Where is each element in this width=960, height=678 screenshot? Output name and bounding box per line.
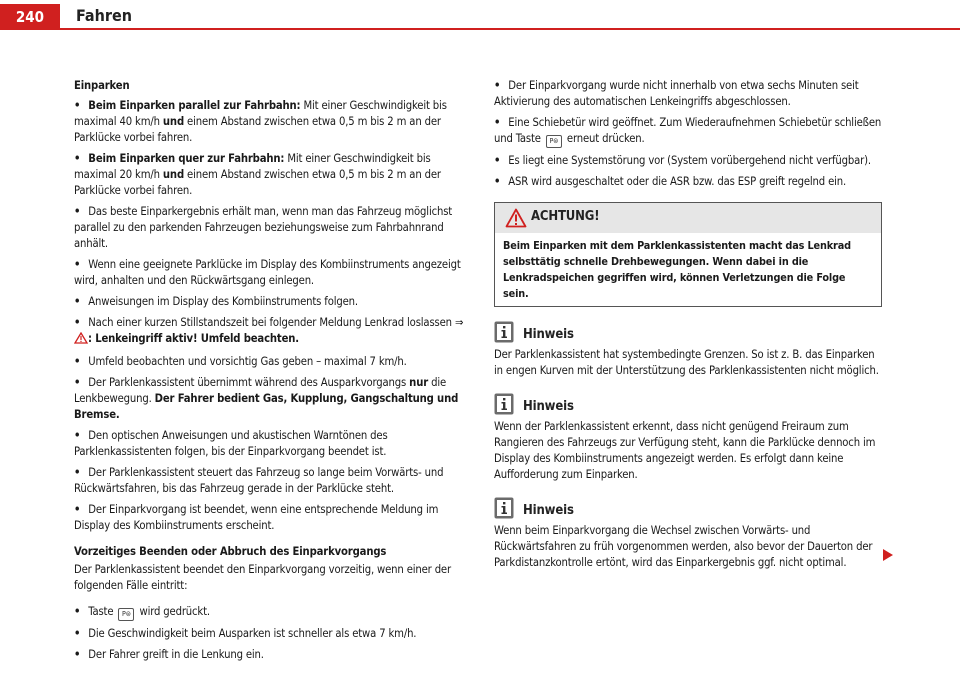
note-icon xyxy=(494,393,514,415)
list-item: • Beim Einparken quer zur Fahrbahn: Mit einer Geschwindigkeit bis maximal 20 km/h und einem Abstand zwischen etwa 0,5 m bis 2 m an der Parklücke vorbei fahren. xyxy=(74,152,441,197)
list-item: • Beim Einparken parallel zur Fahrbahn: Mit einer Geschwindigkeit bis maximal 40 km/h und einem Abstand zwischen etwa 0,5 m bis 2 m an der Parklücke vorbei fahren. xyxy=(74,99,447,144)
note-text: Der Parklenkassistent hat systembedingte Grenzen. So ist z. B. das Einparken in engen Kurven mit der Unterstützung des Parklenkassistenten nicht möglich. xyxy=(494,348,879,377)
note-icon xyxy=(494,321,514,343)
header-rule xyxy=(60,28,960,30)
warning-title: ACHTUNG! xyxy=(531,209,600,224)
note-text: Wenn beim Einparkvorgang die Wechsel zwischen Vorwärts- und Rückwärtsfahren zu früh vorgenommen werden, also bevor der Dauerton der Parkdistanzkontrolle ertönt, wird das Einparkergebnis ggf. nicht optimal. xyxy=(494,524,873,569)
page-number: 240 xyxy=(0,4,60,30)
parking-assist-key-icon: P⊜ xyxy=(118,608,134,621)
list-item: • Es liegt eine Systemstörung vor (System vorübergehend nicht verfügbar). xyxy=(494,154,871,167)
note-title: Hinweis xyxy=(523,327,574,342)
list-item: • Wenn eine geeignete Parklücke im Display des Kombiinstruments angezeigt wird, anhalten und den Rückwärtsgang einlegen. xyxy=(74,258,461,287)
chapter-title: Fahren xyxy=(76,6,132,25)
abbruch-heading: Vorzeitiges Beenden oder Abbruch des Einparkvorgangs xyxy=(74,545,387,558)
list-item: • ASR wird ausgeschaltet oder die ASR bzw. das ESP greift regelnd ein. xyxy=(494,175,847,188)
warning-box xyxy=(494,202,882,307)
list-item: • Der Einparkvorgang wurde nicht innerhalb von etwa sechs Minuten seit Aktivierung des automatischen Lenkeingriffs abgeschlossen. xyxy=(494,79,859,108)
warning-triangle-icon[interactable] xyxy=(74,332,88,349)
list-item: • Der Fahrer greift in die Lenkung ein. xyxy=(74,648,264,661)
list-item: • Der Einparkvorgang ist beendet, wenn eine entsprechende Meldung im Display des Kombiinstruments erscheint. xyxy=(74,503,439,532)
list-item: • Anweisungen im Display des Kombiinstruments folgen. xyxy=(74,295,358,308)
page-header xyxy=(0,0,960,36)
list-item: • Der Parklenkassistent übernimmt während des Ausparkvorgangs nur die Lenkbewegung. Der Fahrer bedient Gas, Kupplung, Gangschaltung und Bremse. xyxy=(74,376,459,421)
list-item: • Der Parklenkassistent steuert das Fahrzeug so lange beim Vorwärts- und Rückwärtsfahren, bis das Fahrzeug gerade in der Parklücke steht. xyxy=(74,466,444,495)
warning-text: Beim Einparken mit dem Parklenkassistenten macht das Lenkrad selbsttätig schnelle Drehbewegungen. Wenn dabei in die Lenkradspeichen gegriffen wird, können Verletzungen die Folge sein. xyxy=(503,239,851,300)
list-item: • Das beste Einparkergebnis erhält man, wenn man das Fahrzeug möglichst parallel zu den parkenden Fahrzeugen beziehungsweise zum Fahrbahnrand anhält. xyxy=(74,205,453,250)
list-item: • Nach einer kurzen Stillstandszeit bei folgender Meldung Lenkrad loslassen ⇒ : Lenkeingriff aktiv! Umfeld beachten. xyxy=(74,315,464,349)
note-title: Hinweis xyxy=(523,503,574,518)
right-column xyxy=(494,78,882,576)
next-page-arrow-icon[interactable] xyxy=(882,548,894,562)
note-title: Hinweis xyxy=(523,399,574,414)
note-header xyxy=(494,321,882,347)
note-header xyxy=(494,497,882,523)
list-item: • Umfeld beobachten und vorsichtig Gas geben – maximal 7 km/h. xyxy=(74,355,407,368)
warning-triangle-icon xyxy=(505,208,527,228)
warning-box-header xyxy=(495,203,881,233)
note-icon xyxy=(494,497,514,519)
list-item: • Den optischen Anweisungen und akustischen Warntönen des Parklenkassistenten folgen, bis der Einparkvorgang beendet ist. xyxy=(74,429,388,458)
note-text: Wenn der Parklenkassistent erkennt, dass nicht genügend Freiraum zum Rangieren des Fahrzeugs zur Verfügung steht, kann die Parklücke dennoch im Display des Kombiinstruments angezeigt werden. Es erfolgt dann keine Aufforderung zum Einparken. xyxy=(494,420,876,481)
note-block xyxy=(494,393,882,483)
parking-assist-key-icon: P⊜ xyxy=(546,135,562,148)
list-item: • Die Geschwindigkeit beim Ausparken ist schneller als etwa 7 km/h. xyxy=(74,627,417,640)
einparken-heading: Einparken xyxy=(74,79,130,92)
note-block xyxy=(494,497,882,571)
list-item: • Eine Schiebetür wird geöffnet. Zum Wiederaufnehmen Schiebetür schließen und Taste P⊜ erneut drücken. xyxy=(494,115,882,148)
note-block xyxy=(494,321,882,379)
note-header xyxy=(494,393,882,419)
abbruch-intro: Der Parklenkassistent beendet den Einparkvorgang vorzeitig, wenn einer der folgenden Fälle eintritt: xyxy=(74,563,451,592)
list-item: • Taste P⊜ wird gedrückt. xyxy=(74,604,464,621)
left-column xyxy=(74,78,464,668)
